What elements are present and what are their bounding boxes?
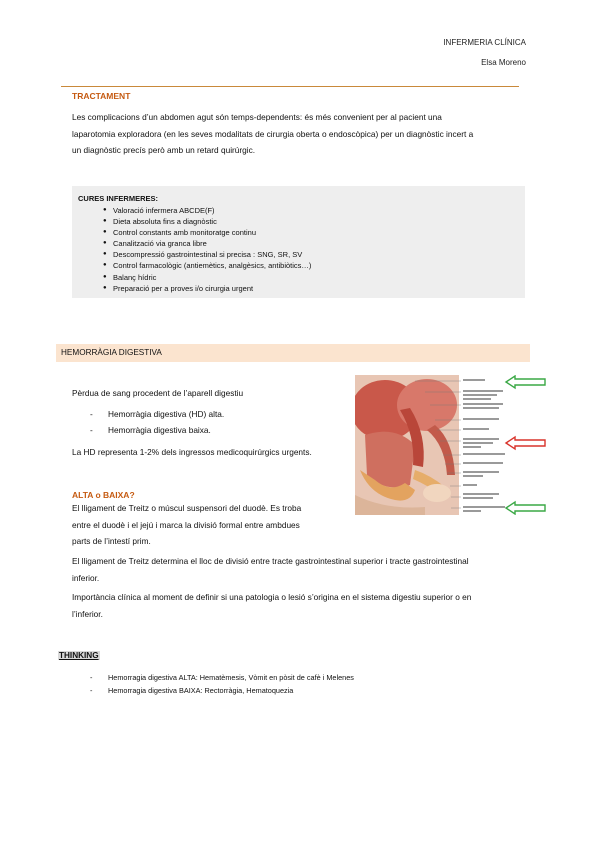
anatomy-drawing: [355, 375, 459, 515]
list-item: ● Control constants amb monitoratge continu: [103, 227, 311, 238]
treitz-division-paragraph: [72, 553, 469, 586]
hemorragia-intro: Pèrdua de sang procedent de l’aparell digestiu: [72, 388, 244, 398]
treitz-line: entre el duodè i el jejú i marca la divisió formal entre ambdues: [72, 519, 300, 530]
paragraph-line: El lligament de Treitz determina el lloc de divisió entre tracte gastrointestinal superior i tracte gastrointestinal: [72, 556, 469, 566]
cures-list: [103, 205, 311, 294]
tractament-title: TRACTAMENT: [72, 91, 131, 101]
tractament-paragraph: [72, 109, 473, 159]
tractament-line: laparotomia exploradora (en les seves modalitats de cirurgia oberta o endoscòpica) per un diagnòstic incert a: [72, 128, 474, 139]
header-subject: INFERMERIA CLÍNICA: [443, 38, 526, 47]
hemorragia-title: HEMORRÀGIA DIGESTIVA: [61, 348, 162, 357]
paragraph-line: inferior.: [72, 572, 100, 583]
list-item: - Hemorragia digestiva BAIXA: Rectorràgia, Hematoquezia: [90, 685, 354, 698]
list-item: ● Valoració infermera ABCDE(F): [103, 205, 311, 216]
tractament-line: un diagnòstic precís però amb un retard quirúrgic.: [72, 145, 256, 155]
tractament-line: Les complicacions d’un abdomen agut són temps-dependents: és més convenient per al pacient una: [72, 112, 442, 122]
section-divider: [61, 86, 519, 87]
hemorragia-stat: La HD representa 1-2% dels ingressos medicoquirúrgics urgents.: [72, 447, 312, 457]
paragraph-line: l’inferior.: [72, 608, 103, 619]
list-item: - Hemorragia digestiva ALTA: Hematèmesis, Vòmit en pòsit de cafè i Melenes: [90, 672, 354, 685]
treitz-line: El lligament de Treitz o múscul suspensori del duodè. Es troba: [72, 503, 302, 513]
hemorragia-types: [90, 406, 224, 438]
clinical-importance-paragraph: [72, 589, 471, 622]
paragraph-line: Importància clínica al moment de definir si una patologia o lesió s’origina en el sistema digestiu superior o en: [72, 592, 472, 602]
thinking-list: [90, 672, 354, 697]
list-item: ● Balanç hídric: [103, 272, 311, 283]
alta-baixa-title: ALTA o BAIXA?: [72, 490, 135, 500]
anatomy-illustration: [355, 375, 550, 515]
thinking-title: THINKING: [59, 651, 99, 660]
list-item: ● Canalització via granca libre: [103, 238, 311, 249]
cures-title: CURES INFERMERES:: [78, 194, 159, 203]
list-item: - Hemorràgia digestiva baixa.: [90, 422, 224, 438]
list-item: - Hemorràgia digestiva (HD) alta.: [90, 406, 224, 422]
treitz-paragraph: [72, 500, 301, 550]
list-item: ● Descompressió gastrointestinal si precisa : SNG, SR, SV: [103, 249, 311, 260]
list-item: ● Control farmacològic (antiemètics, analgèsics, antibiòtics…): [103, 260, 311, 271]
treitz-line: parts de l’intestí prim.: [72, 536, 151, 546]
list-item: ● Dieta absoluta fins a diagnòstic: [103, 216, 311, 227]
header-author: Elsa Moreno: [481, 58, 526, 67]
list-item: ● Preparació per a proves i/o cirurgia urgent: [103, 283, 311, 294]
